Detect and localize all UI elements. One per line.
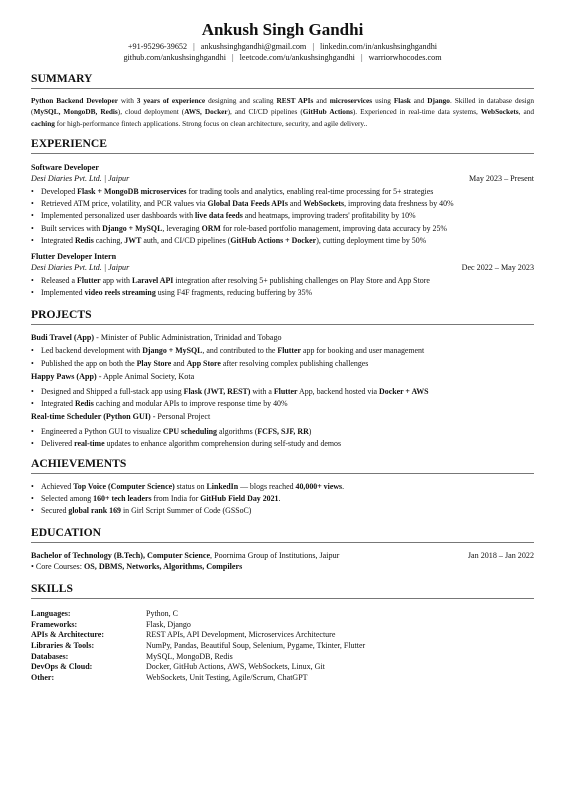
job-dates: May 2023 – Present (469, 173, 534, 183)
skill-category: DevOps & Cloud: (31, 662, 93, 672)
github-link[interactable]: github.com/ankushsinghgandhi (123, 53, 227, 62)
skills-section (31, 582, 534, 683)
project-bullets (31, 386, 534, 410)
achievement-bullets (31, 481, 534, 518)
bullet-item: • Built services with Django + MySQL, leveraging ORM for role-based portfolio management, improving data accuracy by 25% (31, 223, 534, 235)
bullet-item: • Selected among 160+ tech leaders from India for GitHub Field Day 2021. (31, 493, 534, 505)
job-bullets (31, 186, 534, 247)
skill-row (31, 673, 534, 684)
website-link[interactable]: warriorwhocodes.com (368, 53, 442, 62)
skills-table (31, 609, 534, 683)
skill-row (31, 630, 534, 641)
degree-line: Bachelor of Technology (B.Tech), Computer Science, Poornima Group of Institutions, Jaipur (31, 551, 340, 561)
bullet-item: • Developed Flask + MongoDB microservices for trading tools and analytics, enabling real-time processing for 5+ strategies (31, 186, 534, 198)
project-name: Happy Paws (App) (31, 371, 97, 381)
leetcode-link[interactable]: leetcode.com/u/ankushsinghgandhi (239, 53, 355, 62)
job-company: Desi Diaries Pvt. Ltd. | Jaipur (31, 173, 130, 183)
skill-values: NumPy, Pandas, Beautiful Soup, Selenium, Pygame, Tkinter, Flutter (146, 640, 366, 650)
bullet-item: • Published the app on both the Play Store and App Store after resolving complex publishing challenges (31, 358, 534, 370)
job-bullets (31, 275, 534, 299)
project-bullets (31, 426, 534, 450)
bullet-item: • Achieved Top Voice (Computer Science) status on LinkedIn — blogs reached 40,000+ views. (31, 481, 534, 493)
section-title-education: EDUCATION (31, 526, 534, 543)
summary-section (31, 72, 534, 129)
email-link[interactable]: ankushsinghgandhi@gmail.com (200, 42, 307, 51)
bullet-item: • Designed and Shipped a full-stack app using Flask (JWT, REST) with a Flutter App, backend hosted via Docker + AWS (31, 386, 534, 398)
courses-line: Core Courses: OS, DBMS, Networks, Algorithms, Compilers (35, 561, 243, 571)
bullet-item: • Implemented personalized user dashboards with live data feeds and heatmaps, improving traders' profitability by 10% (31, 210, 534, 222)
candidate-name: Ankush Singh Gandhi (201, 20, 364, 39)
project-client: - Personal Project (150, 412, 211, 422)
skill-category: Languages: (31, 609, 71, 619)
project-entry (31, 332, 534, 369)
skill-row (31, 609, 534, 620)
experience-section (31, 137, 534, 299)
linkedin-link[interactable]: linkedin.com/in/ankushsinghgandhi (319, 42, 438, 51)
section-title-experience: EXPERIENCE (31, 137, 534, 154)
education-entry (31, 551, 534, 562)
bullet-item: • Integrated Redis caching and modular APIs to improve response time by 40% (31, 398, 534, 410)
project-client: - Apple Animal Society, Kota (96, 371, 195, 381)
project-bullets (31, 345, 534, 369)
project-name: Budi Travel (App) (31, 333, 95, 343)
bullet-item: • Engineered a Python GUI to visualize CPU scheduling algorithms (FCFS, SJF, RR) (31, 426, 534, 438)
project-entry (31, 411, 534, 450)
skill-values: Python, C (146, 609, 179, 619)
skill-category: Databases: (31, 651, 69, 661)
phone-number: +91-95296-39652 (127, 42, 188, 51)
section-title-achievements: ACHIEVEMENTS (31, 457, 534, 474)
skill-values: Docker, GitHub Actions, AWS, WebSockets, Linux, Git (146, 662, 325, 672)
skill-category: Libraries & Tools: (31, 640, 95, 650)
skill-values: REST APIs, API Development, Microservices Architecture (146, 630, 336, 640)
skill-values: MySQL, MongoDB, Redis (146, 651, 233, 661)
resume-header (31, 20, 534, 63)
section-title-skills: SKILLS (31, 582, 534, 599)
experience-entry (31, 162, 534, 247)
summary-paragraph: Python Backend Developer with 3 years of experience designing and scaling REST APIs and microservices using Flask and Django. Skilled in database design (MySQL, MongoDB, Redis), cloud deployment (AWS, Docker), and CI/CD pipelines (GitHub Actions). Experienced in real-time data systems, WebSockets, and caching for high-performance fintech applications. Strong focus on clean architecture, security, and agile delivery.. (31, 96, 535, 128)
contact-line-2: github.com/ankushsinghgandhi | leetcode.com/u/ankushsinghgandhi | warriorwhocodes.com (123, 53, 442, 62)
bullet-item: • Led backend development with Django + MySQL, and contributed to the Flutter app for booking and user management (31, 345, 534, 357)
job-title: Flutter Developer Intern (31, 251, 117, 261)
education-section (31, 526, 534, 572)
bullet-item: • Retrieved ATM price, volatility, and PCR values via Global Data Feeds APIs and WebSockets, improving data freshness by 40% (31, 198, 534, 210)
bullet-item: • Released a Flutter app with Laravel API integration after resolving 5+ publishing challenges on Play Store and App Store (31, 275, 534, 287)
skill-values: Flask, Django (146, 619, 191, 629)
job-title: Software Developer (31, 162, 99, 172)
bullet-item: • Implemented video reels streaming using F4F fragments, reducing buffering by 35% (31, 287, 534, 299)
contact-line-1: +91-95296-39652 | ankushsinghgandhi@gmail.com | linkedin.com/in/ankushsinghgandhi (127, 42, 438, 51)
bullet-item: • Integrated Redis caching, JWT auth, and CI/CD pipelines (GitHub Actions + Docker), cutting deployment time by 50% (31, 235, 534, 247)
education-dates: Jan 2018 – Jan 2022 (467, 551, 534, 561)
skill-category: Frameworks: (31, 619, 78, 629)
project-entry (31, 371, 534, 410)
project-name: Real-time Scheduler (Python GUI) (31, 412, 151, 422)
achievements-section (31, 457, 534, 518)
job-dates: Dec 2022 – May 2023 (461, 262, 534, 272)
skill-values: WebSockets, Unit Testing, Agile/Scrum, ChatGPT (146, 672, 308, 682)
section-title-projects: PROJECTS (31, 308, 534, 325)
section-title-summary: SUMMARY (31, 72, 534, 89)
skill-row (31, 620, 534, 631)
core-courses: • Core Courses: OS, DBMS, Networks, Algorithms, Compilers (31, 561, 243, 571)
skill-row (31, 662, 534, 673)
skill-row (31, 652, 534, 663)
skill-category: Other: (31, 672, 55, 682)
projects-section (31, 308, 534, 450)
skill-row (31, 641, 534, 652)
skill-category: APIs & Architecture: (31, 630, 105, 640)
job-company: Desi Diaries Pvt. Ltd. | Jaipur (31, 262, 130, 272)
experience-entry (31, 251, 534, 299)
bullet-item: • Delivered real-time updates to enhance algorithm comprehension during self-study and demos (31, 438, 534, 450)
project-client: - Minister of Public Administration, Trinidad and Tobago (94, 333, 282, 343)
bullet-item: • Secured global rank 169 in Girl Script Summer of Code (GSSoC) (31, 505, 534, 517)
